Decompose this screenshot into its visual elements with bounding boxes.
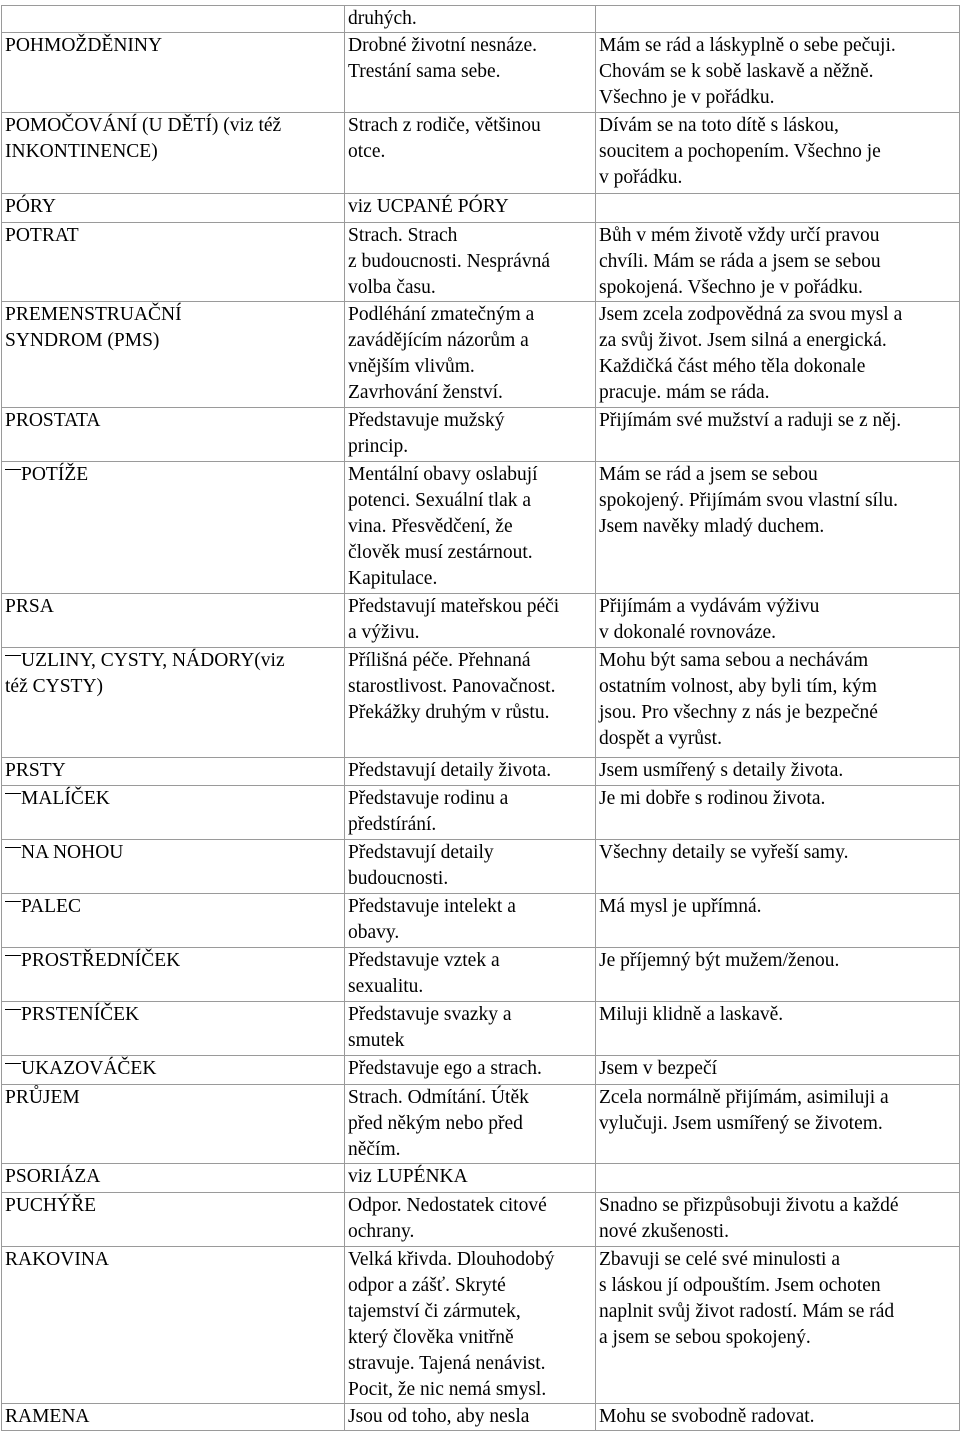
cause-cell: Představují detaily života. bbox=[345, 758, 596, 786]
term-text: PUCHÝŘE bbox=[5, 1195, 97, 1216]
table-row bbox=[2, 462, 960, 594]
term-text: RAKOVINA bbox=[5, 1249, 109, 1270]
table-row bbox=[2, 223, 960, 302]
term-text: POHMOŽDĚNINY bbox=[5, 35, 163, 56]
term-cell bbox=[2, 1056, 345, 1085]
cause-cell: Představují detaily budoucnosti. bbox=[345, 840, 596, 894]
table-row bbox=[2, 1247, 960, 1404]
cause-cell: Přílišná péče. Přehnaná starostlivost. Panovačnost. Překážky druhým v růstu. bbox=[345, 648, 596, 758]
table-row bbox=[2, 894, 960, 948]
term-cell bbox=[2, 1002, 345, 1056]
term-cell bbox=[2, 894, 345, 948]
table-row bbox=[2, 1056, 960, 1085]
cause-cell: viz LUPÉNKA bbox=[345, 1164, 596, 1193]
table-row bbox=[2, 786, 960, 840]
affirmation-cell: Miluji klidně a laskavě. bbox=[596, 1002, 960, 1056]
term-cell bbox=[2, 840, 345, 894]
sub-item-dash bbox=[5, 847, 21, 848]
table-row bbox=[2, 1085, 960, 1164]
sub-item-dash bbox=[5, 901, 21, 902]
cause-cell: Představuje ego a strach. bbox=[345, 1056, 596, 1085]
term-cell bbox=[2, 6, 345, 33]
table-row bbox=[2, 408, 960, 462]
affirmation-cell: Mohu být sama sebou a nechávám ostatním volnost, aby byli tím, kým jsou. Pro všechny z nás je bezpečné dospět a vyrůst. bbox=[596, 648, 960, 758]
table-row bbox=[2, 6, 960, 33]
term-cell bbox=[2, 1247, 345, 1404]
term-text: PÓRY bbox=[5, 196, 56, 217]
table-row bbox=[2, 33, 960, 113]
affirmation-cell: Je mi dobře s rodinou života. bbox=[596, 786, 960, 840]
term-text: RAMENA bbox=[5, 1406, 90, 1427]
term-cell bbox=[2, 113, 345, 194]
table-row bbox=[2, 758, 960, 786]
cause-cell: Strach. Odmítání. Útěk před někým nebo před něčím. bbox=[345, 1085, 596, 1164]
term-cell bbox=[2, 1193, 345, 1247]
affirmation-cell: Bůh v mém životě vždy určí pravou chvíli. Mám se ráda a jsem se sebou spokojená. Všechno je v pořádku. bbox=[596, 223, 960, 302]
term-cell bbox=[2, 648, 345, 758]
term-cell bbox=[2, 223, 345, 302]
cause-cell: Drobné životní nesnáze. Trestání sama sebe. bbox=[345, 33, 596, 113]
cause-cell: druhých. bbox=[345, 6, 596, 33]
term-text: PRSTY bbox=[5, 760, 66, 781]
term-text: POTÍŽE bbox=[21, 464, 89, 485]
table-row bbox=[2, 302, 960, 408]
table-row bbox=[2, 1404, 960, 1431]
term-text: UZLINY, CYSTY, NÁDORY(viz též CYSTY) bbox=[5, 650, 285, 697]
term-text: PREMENSTRUAČNÍ SYNDROM (PMS) bbox=[5, 304, 182, 351]
cause-cell: Strach z rodiče, většinou otce. bbox=[345, 113, 596, 194]
term-cell bbox=[2, 462, 345, 594]
term-cell bbox=[2, 33, 345, 113]
affirmation-cell: Snadno se přizpůsobuji životu a každé nové zkušenosti. bbox=[596, 1193, 960, 1247]
table-row bbox=[2, 194, 960, 223]
term-text: PRSTENÍČEK bbox=[21, 1004, 140, 1025]
term-text: PRŮJEM bbox=[5, 1087, 80, 1108]
cause-cell: Představuje svazky a smutek bbox=[345, 1002, 596, 1056]
cause-cell: Mentální obavy oslabují potenci. Sexuální tlak a vina. Přesvědčení, že člověk musí zestárnout. Kapitulace. bbox=[345, 462, 596, 594]
affirmation-cell bbox=[596, 6, 960, 33]
affirmation-cell bbox=[596, 194, 960, 223]
cause-cell: Představuje vztek a sexualitu. bbox=[345, 948, 596, 1002]
term-cell bbox=[2, 786, 345, 840]
table-row bbox=[2, 113, 960, 194]
term-cell bbox=[2, 408, 345, 462]
affirmation-cell: Je příjemný být mužem/ženou. bbox=[596, 948, 960, 1002]
term-cell bbox=[2, 1164, 345, 1193]
affirmation-cell: Jsem usmířený s detaily života. bbox=[596, 758, 960, 786]
affirmation-cell: Jsem v bezpečí bbox=[596, 1056, 960, 1085]
term-text: PROSTŘEDNÍČEK bbox=[21, 950, 181, 971]
term-cell bbox=[2, 1404, 345, 1431]
sub-item-dash bbox=[5, 1063, 21, 1064]
term-text: POMOČOVÁNÍ (U DĚTÍ) (viz též INKONTINENCE) bbox=[5, 115, 282, 162]
sub-item-dash bbox=[5, 955, 21, 956]
cause-cell: Jsou od toho, aby nesla bbox=[345, 1404, 596, 1431]
table-row bbox=[2, 1002, 960, 1056]
sub-item-dash bbox=[5, 1009, 21, 1010]
term-cell bbox=[2, 948, 345, 1002]
term-cell bbox=[2, 1085, 345, 1164]
cause-cell: Odpor. Nedostatek citové ochrany. bbox=[345, 1193, 596, 1247]
sub-item-dash bbox=[5, 793, 21, 794]
symptom-table bbox=[1, 5, 960, 1431]
affirmation-cell: Přijímám a vydávám výživu v dokonalé rovnováze. bbox=[596, 594, 960, 648]
table-row bbox=[2, 840, 960, 894]
term-text: PRSA bbox=[5, 596, 54, 617]
affirmation-cell: Jsem zcela zodpovědná za svou mysl a za svůj život. Jsem silná a energická. Každičká část mého těla dokonale pracuje. mám se ráda. bbox=[596, 302, 960, 408]
cause-cell: Velká křivda. Dlouhodobý odpor a zášť. Skryté tajemství či zármutek, který člověka vnitřně stravuje. Tajená nenávist. Pocit, že nic nemá smysl. bbox=[345, 1247, 596, 1404]
term-text: PSORIÁZA bbox=[5, 1166, 101, 1187]
table-row bbox=[2, 1164, 960, 1193]
term-text: UKAZOVÁČEK bbox=[21, 1058, 157, 1079]
cause-cell: Strach. Strach z budoucnosti. Nesprávná volba času. bbox=[345, 223, 596, 302]
affirmation-cell: Mám se rád a láskyplně o sebe pečuji. Chovám se k sobě laskavě a něžně. Všechno je v pořádku. bbox=[596, 33, 960, 113]
table-row bbox=[2, 594, 960, 648]
affirmation-cell: Všechny detaily se vyřeší samy. bbox=[596, 840, 960, 894]
term-text: NA NOHOU bbox=[21, 842, 124, 863]
cause-cell: Podléhání zmatečným a zavádějícím názorům a vnějším vlivům. Zavrhování ženství. bbox=[345, 302, 596, 408]
cause-cell: Představuje mužský princip. bbox=[345, 408, 596, 462]
term-cell bbox=[2, 194, 345, 223]
table-row bbox=[2, 948, 960, 1002]
affirmation-cell: Dívám se na toto dítě s láskou, soucitem a pochopením. Všechno je v pořádku. bbox=[596, 113, 960, 194]
term-cell bbox=[2, 302, 345, 408]
table-row bbox=[2, 1193, 960, 1247]
table-row bbox=[2, 648, 960, 758]
term-text: PALEC bbox=[21, 896, 81, 917]
affirmation-cell: Má mysl je upřímná. bbox=[596, 894, 960, 948]
cause-cell: Představují mateřskou péči a výživu. bbox=[345, 594, 596, 648]
affirmation-cell: Mohu se svobodně radovat. bbox=[596, 1404, 960, 1431]
term-text: POTRAT bbox=[5, 225, 79, 246]
affirmation-cell bbox=[596, 1164, 960, 1193]
cause-cell: Představuje intelekt a obavy. bbox=[345, 894, 596, 948]
term-text: PROSTATA bbox=[5, 410, 101, 431]
sub-item-dash bbox=[5, 469, 21, 470]
table-body bbox=[2, 6, 960, 1431]
sub-item-dash bbox=[5, 655, 21, 656]
term-cell bbox=[2, 594, 345, 648]
term-cell bbox=[2, 758, 345, 786]
cause-cell: Představuje rodinu a předstírání. bbox=[345, 786, 596, 840]
affirmation-cell: Mám se rád a jsem se sebou spokojený. Přijímám svou vlastní sílu. Jsem navěky mladý duchem. bbox=[596, 462, 960, 594]
term-text: MALÍČEK bbox=[21, 788, 110, 809]
cause-cell: viz UCPANÉ PÓRY bbox=[345, 194, 596, 223]
affirmation-cell: Zbavuji se celé své minulosti a s láskou jí odpouštím. Jsem ochoten naplnit svůj život radostí. Mám se rád a jsem se sebou spokojený. bbox=[596, 1247, 960, 1404]
affirmation-cell: Přijímám své mužství a raduji se z něj. bbox=[596, 408, 960, 462]
affirmation-cell: Zcela normálně přijímám, asimiluji a vylučuji. Jsem usmířený se životem. bbox=[596, 1085, 960, 1164]
